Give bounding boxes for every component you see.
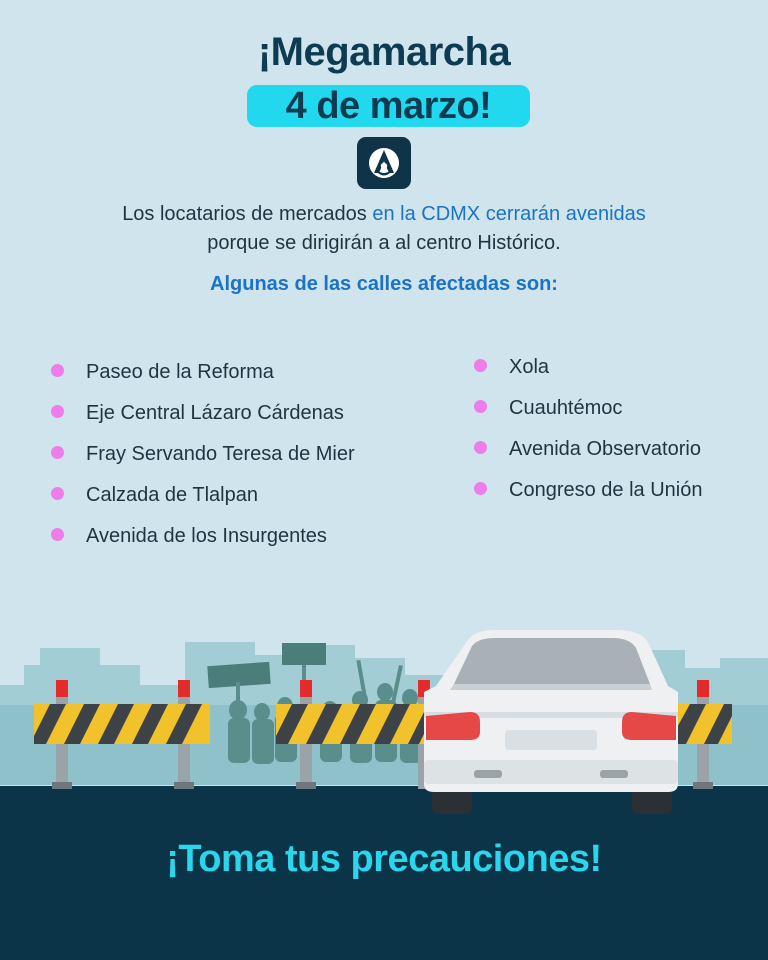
streets-subhead: Algunas de las calles afectadas son: — [210, 273, 558, 295]
street-name: Eje Central Lázaro Cárdenas — [86, 402, 344, 424]
street-name: Xola — [509, 356, 550, 378]
street-name: Calzada de Tlalpan — [86, 484, 258, 506]
brand-logo-icon — [357, 137, 411, 189]
street-closure-illustration — [0, 620, 768, 820]
street-name: Congreso de la Unión — [509, 479, 703, 501]
footer-warning: ¡Toma tus precauciones! — [166, 838, 602, 880]
intro-part2: porque se dirigirán a al centro Histórico. — [207, 232, 561, 254]
bullet-dot-icon — [51, 528, 64, 541]
intro-highlight: en la CDMX cerrarán avenidas — [372, 203, 646, 225]
bullet-dot-icon — [51, 446, 64, 459]
date-badge: 4 de marzo! — [247, 85, 530, 127]
intro-text — [40, 200, 728, 258]
bullet-dot-icon — [474, 359, 487, 372]
street-name: Fray Servando Teresa de Mier — [86, 443, 355, 465]
page-title: ¡Megamarcha — [257, 30, 511, 74]
street-name: Cuauhtémoc — [509, 397, 623, 419]
intro-part1: Los locatarios de mercados — [122, 203, 373, 225]
bullet-dot-icon — [474, 400, 487, 413]
bullet-dot-icon — [474, 441, 487, 454]
bullet-dot-icon — [474, 482, 487, 495]
street-name: Paseo de la Reforma — [86, 361, 274, 383]
street-name: Avenida de los Insurgentes — [86, 525, 327, 547]
bullet-dot-icon — [51, 487, 64, 500]
bullet-dot-icon — [51, 364, 64, 377]
white-car — [424, 630, 678, 814]
bullet-dot-icon — [51, 405, 64, 418]
street-name: Avenida Observatorio — [509, 438, 701, 460]
